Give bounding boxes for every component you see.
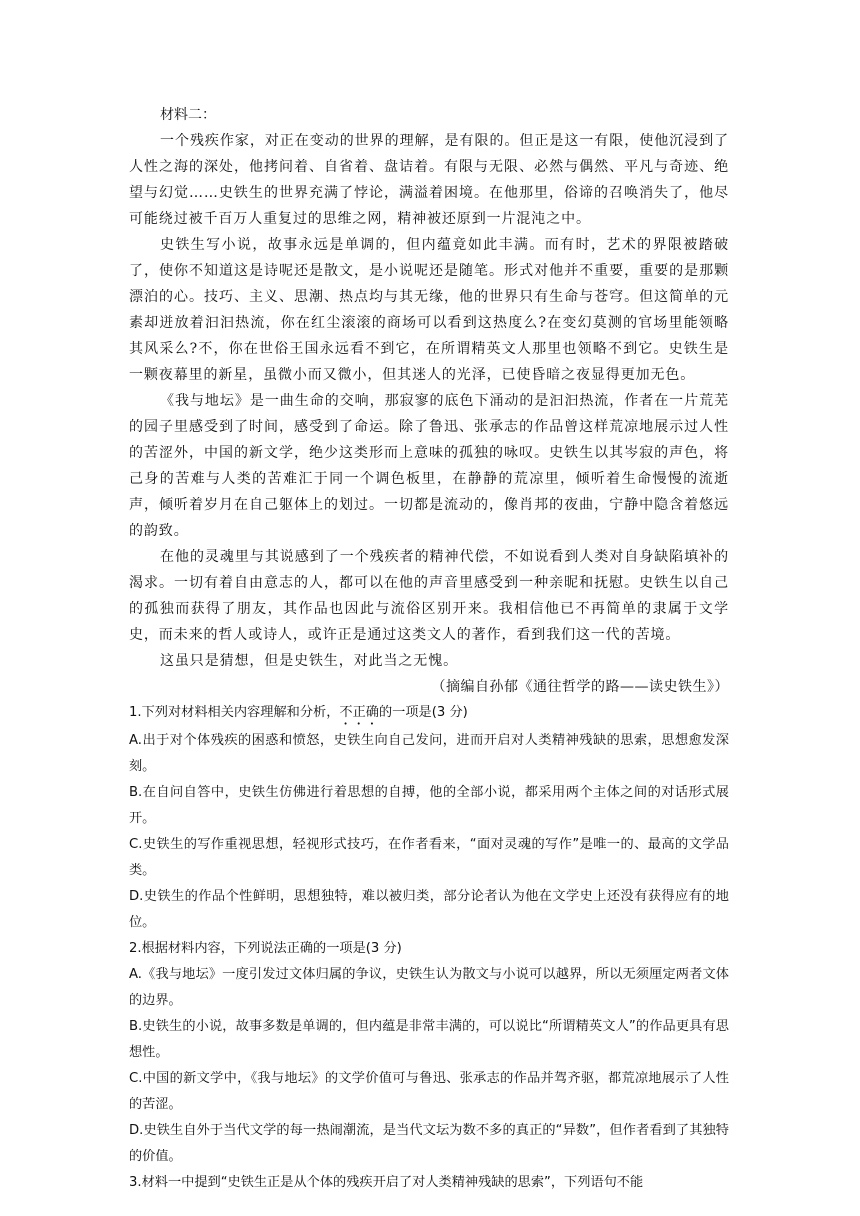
question-2-option-d: D.史铁生自外于当代文学的每一热闹潮流，是当代文坛为数不多的真正的“异数”，但作者看到了其独特的价值。 [129, 1123, 729, 1164]
material-paragraph-2: 史铁生写小说，故事永远是单调的，但内蕴竟如此丰满。而有时，艺术的界限被踏破了，使你不知道这是诗呢还是散文，是小说呢还是随笔。形式对他并不重要，重要的是那颗漂泊的心。技巧、主义、思潮、热点均与其无缘，他的世界只有生命与苍穹。但这简单的元素却迸放着汩汩热流，你在红尘滚滚的商场可以看到这热度么?在变幻莫测的官场里能领略其风采么?不，你在世俗王国永远看不到它，在所谓精英文人那里也领略不到它。史铁生是一颗夜幕里的新星，虽微小而又微小，但其迷人的光泽，已使昏暗之夜显得更加无色。 [129, 237, 729, 383]
material-paragraph-3: 《我与地坛》是一曲生命的交响，那寂寥的底色下涌动的是汩汩热流，作者在一片荒芜的园子里感受到了时间，感受到了命运。除了鲁迅、张承志的作品曾这样荒凉地展示过人性的苦涩外，中国的新文学，绝少这类形而上意味的孤独的咏叹。史铁生以其岑寂的声色，将己身的苦难与人类的苦难汇于同一个调色板里，在静静的荒凉里，倾听着生命慢慢的流逝声，倾听着岁月在自己躯体上的划过。一切都是流动的，像肖邦的夜曲，宁静中隐含着悠远的韵致。 [129, 393, 729, 539]
material-paragraph-1: 一个残疾作家，对正在变动的世界的理解，是有限的。但正是这一有限，使他沉浸到了人性之海的深处，他拷问着、自省着、盘诘着。有限与无限、必然与偶然、平凡与奇迹、绝望与幻觉……史铁生的世界充满了悖论，满溢着困境。在他那里，俗谛的召唤消失了，他尽可能绕过被千百万人重复过的思维之网，精神被还原到一片混沌之中。 [129, 133, 729, 227]
material-paragraph-5: 这虽只是猜想，但是史铁生，对此当之无愧。 [160, 653, 458, 669]
page-content [129, 102, 729, 1196]
question-2-option-c: C.中国的新文学中，《我与地坛》的文学价值可与鲁迅、张承志的作品并驾齐驱，都荒凉地展示了人性的苦涩。 [129, 1071, 729, 1112]
question-1-emphasis: 不正确 [339, 705, 379, 720]
material-paragraph-4: 在他的灵魂里与其说感到了一个残疾者的精神代偿，不如说看到人类对自身缺陷填补的渴求。一切有着自由意志的人，都可以在他的声音里感受到一种亲昵和抚慰。史铁生以自己的孤独而获得了朋友，其作品也因此与流俗区别开来。我相信他已不再简单的隶属于文学史，而未来的哲人或诗人，或许正是通过这类文人的著作，看到我们这一代的苦境。 [129, 549, 729, 643]
question-1-option-d: D.史铁生的作品个性鲜明，思想独特，难以被归类，部分论者认为他在文学史上还没有获得应有的地位。 [129, 889, 729, 930]
material-source: （摘编自孙郁《通往哲学的路——读史铁生》） [431, 679, 729, 695]
question-1-stem [129, 700, 729, 728]
question-1-option-c: C.史铁生的写作重视思想，轻视形式技巧，在作者看来，“面对灵魂的写作”是唯一的、最高的文学品类。 [129, 837, 729, 878]
question-1-stem-after: 的一项是(3 分) [378, 705, 468, 720]
question-2-option-a: A.《我与地坛》一度引发过文体归属的争议，史铁生认为散文与小说可以越界，所以无须厘定两者文体的边界。 [129, 967, 729, 1008]
question-1-option-b: B.在自问自答中，史铁生仿佛进行着思想的自搏，他的全部小说，都采用两个主体之间的对话形式展开。 [129, 785, 729, 826]
question-3-stem: 3.材料一中提到“史铁生正是从个体的残疾开启了对人类精神残缺的思索”，下列语句不能 [129, 1175, 644, 1190]
material-title: 材料二： [160, 107, 216, 123]
question-1-stem-before: 1.下列对材料相关内容理解和分析， [129, 705, 340, 720]
question-2-stem: 2.根据材料内容，下列说法正确的一项是(3 分) [129, 941, 402, 956]
question-1-option-a: A.出于对个体残疾的困惑和愤怒，史铁生向自己发问，进而开启对人类精神残缺的思索，思想愈发深刻。 [129, 733, 729, 774]
question-2-option-b: B.史铁生的小说，故事多数是单调的，但内蕴是非常丰满的，可以说比“所谓精英文人”的作品更具有思想性。 [129, 1019, 729, 1060]
